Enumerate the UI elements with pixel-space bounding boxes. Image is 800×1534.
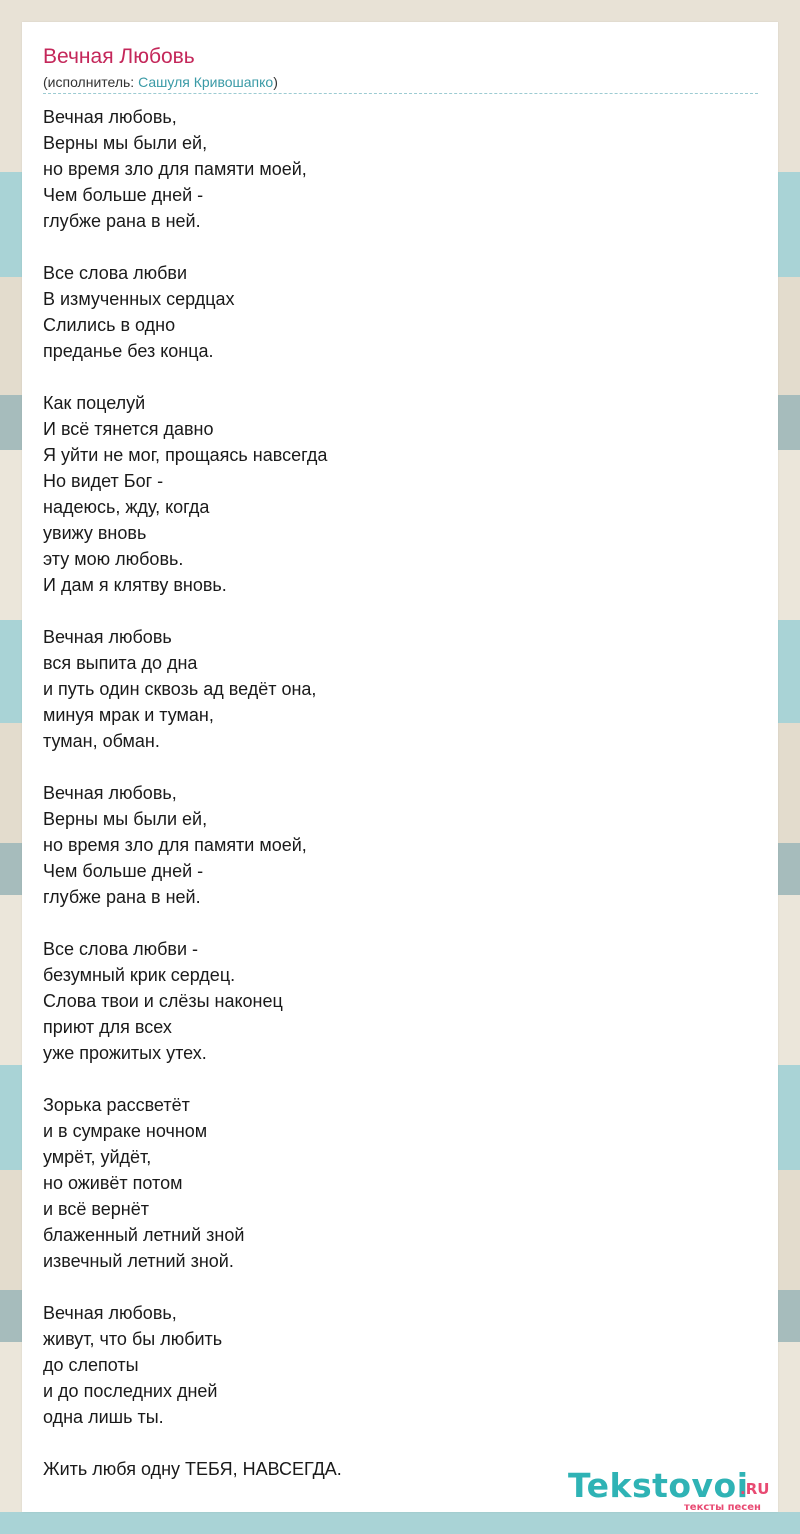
lyrics-line: Слились в одно	[43, 315, 176, 335]
lyrics-line: Слова твои и слёзы наконец	[43, 991, 283, 1011]
lyrics-line: вся выпита до дна	[43, 653, 198, 673]
lyrics-line: живут, что бы любить	[43, 1329, 223, 1349]
lyrics-line: Вечная любовь,	[43, 783, 177, 803]
lyrics-line: уже прожитых утех.	[43, 1043, 207, 1063]
title-divider	[43, 93, 758, 94]
lyrics-line: и путь один сквозь ад ведёт она,	[43, 679, 317, 699]
lyrics-stanza	[43, 104, 758, 234]
site-logo[interactable]	[568, 1466, 778, 1514]
lyrics-line: блаженный летний зной	[43, 1225, 245, 1245]
lyrics-line: глубже рана в ней.	[43, 211, 201, 231]
lyrics-line: Чем больше дней -	[43, 185, 204, 205]
lyrics-line: Все слова любви	[43, 263, 188, 283]
lyrics-line: преданье без конца.	[43, 341, 214, 361]
lyrics-line: Жить любя одну ТЕБЯ, НАВСЕГДА.	[43, 1459, 342, 1479]
lyrics-line: И дам я клятву вновь.	[43, 575, 227, 595]
lyrics-line: извечный летний зной.	[43, 1251, 234, 1271]
lyrics-line: Все слова любви -	[43, 939, 199, 959]
lyrics-line: Я уйти не мог, прощаясь навсегда	[43, 445, 328, 465]
lyrics-line: умрёт, уйдёт,	[43, 1147, 152, 1167]
lyrics-line: и до последних дней	[43, 1381, 218, 1401]
lyrics-line: Верны мы были ей,	[43, 809, 208, 829]
artist-suffix: )	[273, 74, 278, 90]
lyrics-line: Но видет Бог -	[43, 471, 164, 491]
lyrics-line: туман, обман.	[43, 731, 160, 751]
lyrics-card	[22, 22, 778, 1512]
artist-link[interactable]: Сашуля Кривошапко	[138, 74, 274, 90]
lyrics-line: Вечная любовь,	[43, 1303, 177, 1323]
lyrics-line: но оживёт потом	[43, 1173, 183, 1193]
lyrics-line: приют для всех	[43, 1017, 172, 1037]
lyrics-line: но время зло для памяти моей,	[43, 159, 307, 179]
lyrics-line: минуя мрак и туман,	[43, 705, 214, 725]
lyrics-stanza	[43, 780, 758, 910]
bg-stripe	[0, 1512, 800, 1534]
lyrics-line: увижу вновь	[43, 523, 147, 543]
lyrics-stanza	[43, 260, 758, 364]
lyrics-line: но время зло для памяти моей,	[43, 835, 307, 855]
lyrics-line: Вечная любовь,	[43, 107, 177, 127]
lyrics-line: до слепоты	[43, 1355, 139, 1375]
lyrics-line: Как поцелуй	[43, 393, 146, 413]
lyrics-stanza	[43, 936, 758, 1066]
artist-line	[43, 73, 278, 91]
logo-name: Tekstovoi	[568, 1466, 749, 1505]
lyrics-line: одна лишь ты.	[43, 1407, 164, 1427]
lyrics-line: и всё вернёт	[43, 1199, 150, 1219]
lyrics-line: глубже рана в ней.	[43, 887, 201, 907]
lyrics-stanza	[43, 1300, 758, 1430]
lyrics-line: безумный крик сердец.	[43, 965, 236, 985]
lyrics-line: надеюсь, жду, когда	[43, 497, 210, 517]
logo-tagline: тексты песен	[684, 1502, 761, 1513]
lyrics-line: И всё тянется давно	[43, 419, 214, 439]
lyrics-line: Зорька рассветёт	[43, 1095, 190, 1115]
lyrics-stanza	[43, 1092, 758, 1274]
lyrics-text	[43, 104, 758, 1508]
logo-domain: .RU	[740, 1480, 770, 1498]
lyrics-line: эту мою любовь.	[43, 549, 184, 569]
lyrics-line: Верны мы были ей,	[43, 133, 208, 153]
lyrics-stanza	[43, 624, 758, 754]
lyrics-line: и в сумраке ночном	[43, 1121, 208, 1141]
song-title: Вечная Любовь	[43, 45, 195, 68]
lyrics-stanza	[43, 390, 758, 598]
artist-prefix: (исполнитель:	[43, 74, 139, 90]
lyrics-line: Вечная любовь	[43, 627, 172, 647]
lyrics-line: Чем больше дней -	[43, 861, 204, 881]
lyrics-line: В измученных сердцах	[43, 289, 235, 309]
